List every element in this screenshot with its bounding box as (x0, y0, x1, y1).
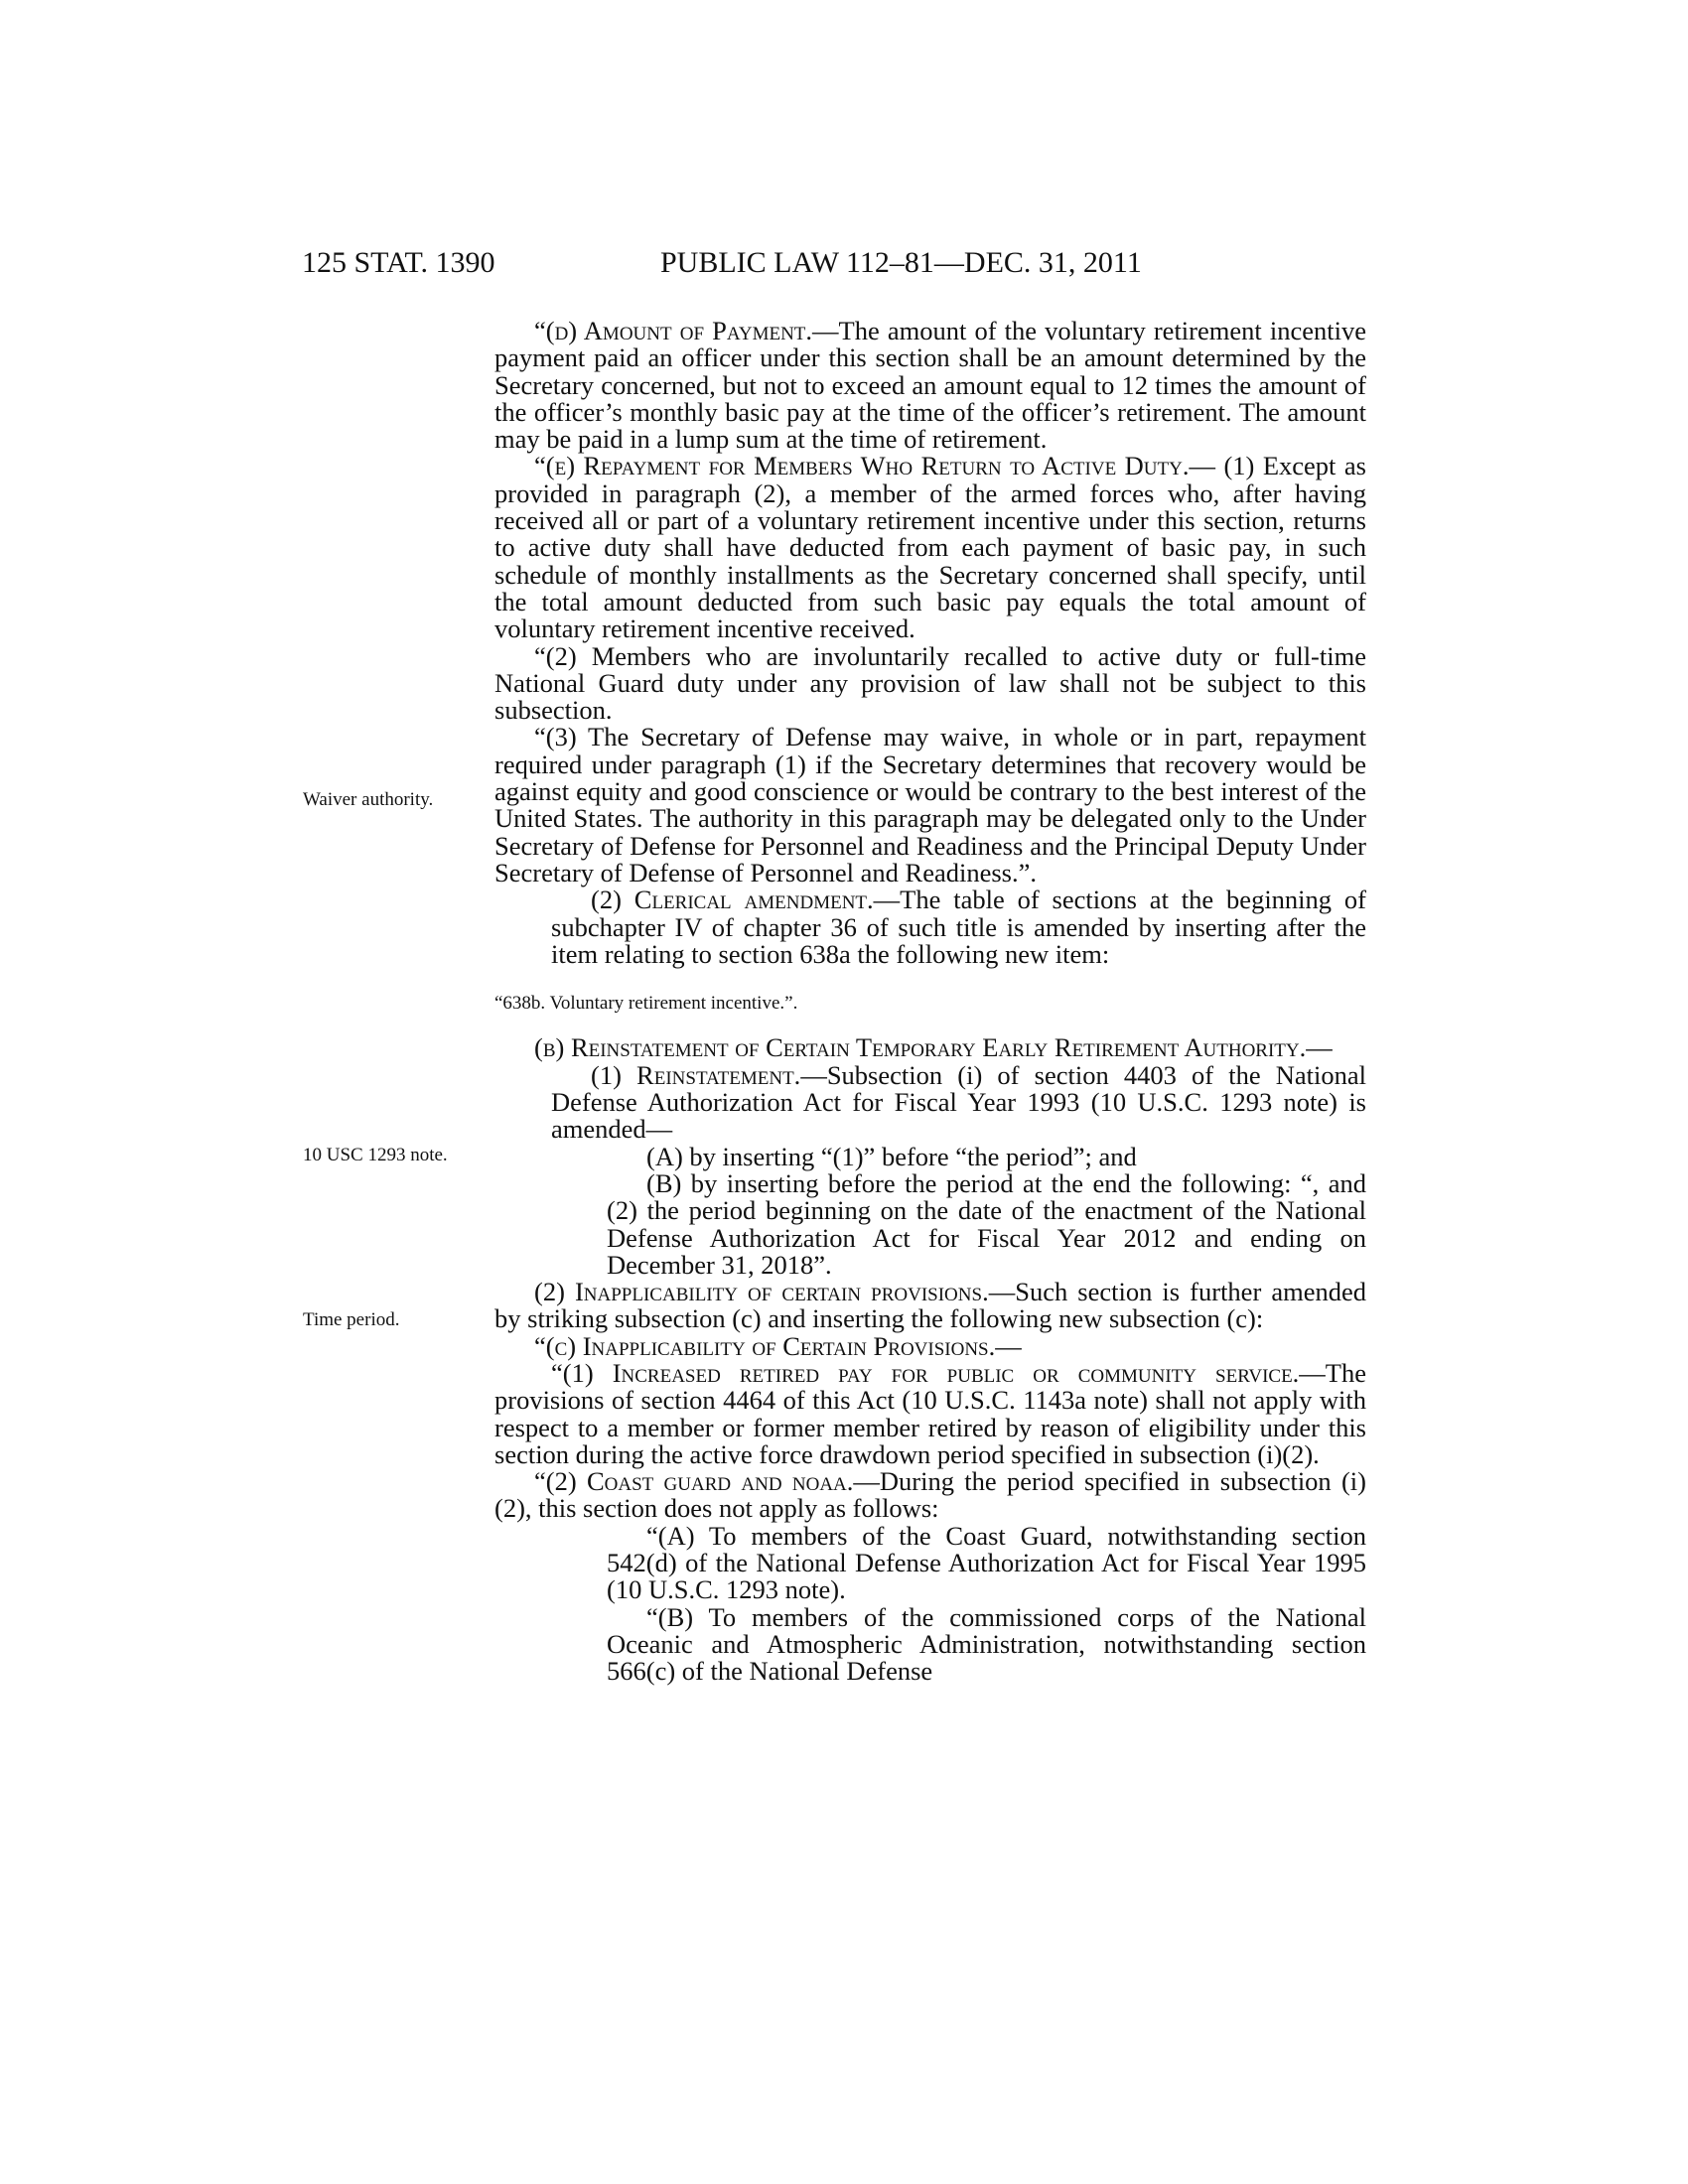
subsection-d-text: —The amount of the voluntary retirement incentive payment paid an officer under this section shall be an amount determined by the Secretary concerned, but not to exceed an amount equal to 12 times the amount of the officer’s monthly basic pay at the time of the officer’s retirement. The amount may be paid in a lump sum at the time of retirement. (494, 316, 1366, 455)
subparagraph-bB: (B) by inserting before the period at the end the following: “, and (2) the period beginning on the date of the enactment of the National Defense Authorization Act for Fiscal Year 2012 and ending on December 31, 2018”. (607, 1167, 1366, 1280)
subparagraph-bA: (A) by inserting “(1)” before “the period”; and (646, 1141, 1137, 1171)
document-body (494, 318, 1366, 1686)
table-of-sections-item: “638b. Voluntary retirement incentive.”. (494, 993, 798, 1015)
paragraph-b1-heading: (1) Reinstatement. (591, 1059, 801, 1090)
paragraph-b2-text: —Such section is further amended by striking subsection (c) and inserting the following new subsection (c): (494, 1277, 1366, 1334)
subparagraph-cA: “(A) To members of the Coast Guard, notwithstanding section 542(d) of the National Defense Authorization Act for Fiscal Year 1995 (10 U.S.C. 1293 note). (607, 1520, 1366, 1605)
subsection-d-heading: “(d) Amount of Payment. (534, 316, 813, 345)
paragraph-c1-heading: “(1) Increased retired pay for public or community service. (551, 1357, 1300, 1388)
subsection-e (494, 453, 1366, 642)
subsection-e-heading: “(e) Repayment for Members Who Return to Active Duty. (534, 451, 1190, 481)
paragraph-c2-heading: “(2) Coast guard and noaa. (534, 1466, 854, 1497)
clerical-amendment-text: —The table of sections at the beginning of subchapter IV of chapter 36 of such title is amended by inserting after the item relating to section 638a the following new item: (551, 885, 1366, 969)
new-subsection-c (494, 1330, 1366, 1361)
new-subsection-c-dash: — (995, 1330, 1022, 1361)
paragraph-e3: “(3) The Secretary of Defense may waive, in whole or in part, repayment required under paragraph (1) if the Secretary determines that recovery would be against equity and good conscience or would be contrary to the best interest of the United States. The authority in this paragraph may be delegated only to the Under Secretary of Defense for Personnel and Readiness and the Principal Deputy Under Secretary of Defense of Personnel and Readiness.”. (494, 722, 1366, 887)
clerical-amendment (551, 887, 1366, 968)
paragraph-c1-text: —The provisions of section 4464 of this Act (10 U.S.C. 1143a note) shall not apply with respect to a member or former member retired by reason of eligibility under this section during the active force drawdown period specified in subsection (i)(2). (494, 1357, 1366, 1469)
statute-page-number: 125 STAT. 1390 (302, 246, 495, 279)
paragraph-b2-heading: (2) Inapplicability of certain provisions. (534, 1277, 989, 1307)
margin-note-time-period: Time period. (303, 1309, 400, 1330)
subsection-b-heading: (b) Reinstatement of Certain Temporary Early Retirement Authority. (534, 1032, 1307, 1063)
new-subsection-c-heading: “(c) Inapplicability of Certain Provisions. (534, 1330, 996, 1361)
page-header-title: PUBLIC LAW 112–81—DEC. 31, 2011 (660, 246, 1142, 279)
paragraph-b1-text: —Subsection (i) of section 4403 of the National Defense Authorization Act for Fiscal Year 1993 (10 U.S.C. 1293 note) is amended— (551, 1059, 1366, 1145)
paragraph-c2-text: —During the period specified in subsection (i)(2), this section does not apply as follows: (494, 1466, 1366, 1524)
clerical-amendment-heading: (2) Clerical amendment. (591, 885, 874, 915)
subsection-d (494, 318, 1366, 453)
paragraph-b2 (494, 1279, 1366, 1333)
subsection-e-text: — (1) Except as provided in paragraph (2), a member of the armed forces who, after having received all or part of a voluntary retirement incentive under this section, returns to active duty shall have deducted from each payment of basic pay, in such schedule of monthly installments as the Secretary concerned shall specify, until the total amount deducted from such basic pay equals the total amount of voluntary retirement incentive received. (494, 451, 1366, 644)
paragraph-e2: “(2) Members who are involuntarily recalled to active duty or full-time National Guard duty under any provision of law shall not be subject to this subsection. (494, 640, 1366, 726)
paragraph-c2 (494, 1468, 1366, 1523)
paragraph-c1 (494, 1357, 1366, 1469)
margin-note-waiver: Waiver authority. (303, 789, 434, 810)
margin-note-usc: 10 USC 1293 note. (303, 1145, 448, 1165)
subparagraph-cB: “(B) To members of the commissioned corps of the National Oceanic and Atmospheric Administration, notwithstanding section 566(c) of the National Defense (607, 1601, 1366, 1687)
subsection-b (494, 1034, 1366, 1061)
subsection-b-dash: — (1306, 1032, 1333, 1063)
paragraph-b1 (551, 1059, 1366, 1145)
